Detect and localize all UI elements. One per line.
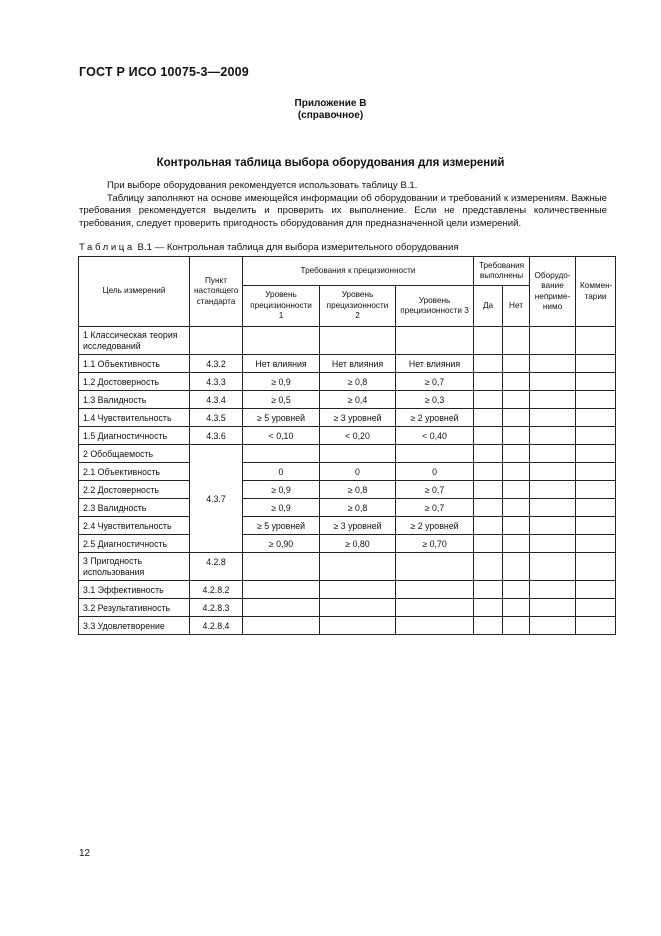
level2-cell: ≥ 0,8 (320, 481, 396, 499)
goal-cell: 2.5 Диагностичность (79, 535, 190, 553)
level1-cell: ≥ 5 уровней (243, 517, 320, 535)
table-caption-text: В.1 — Контрольная таблица для выбора измерительного оборудования (137, 242, 459, 253)
table-row (79, 445, 616, 463)
table-row (79, 581, 616, 599)
level3-cell: ≥ 0,7 (396, 499, 474, 517)
table-caption-prefix: Таблица (79, 242, 135, 253)
level3-cell: ≥ 0,7 (396, 481, 474, 499)
table-row (79, 553, 616, 581)
header-yes: Да (474, 286, 503, 327)
header-goal: Цель измерений (79, 257, 190, 327)
header-fulfilled: Требования выполнены (474, 257, 530, 286)
level2-cell: < 0,20 (320, 427, 396, 445)
level2-cell: ≥ 3 уровней (320, 517, 396, 535)
header-clause: Пункт настоящего стандарта (190, 257, 243, 327)
clause-cell: 4.2.8.3 (190, 599, 243, 617)
level1-cell: ≥ 5 уровней (243, 409, 320, 427)
header-comments: Коммен-тарии (576, 257, 616, 327)
header-precision: Требования к прецизионности (243, 257, 474, 286)
goal-cell: 3.3 Удовлетворение (79, 617, 190, 635)
intro-paragraph-1: При выборе оборудования рекомендуется использовать таблицу В.1. (107, 180, 418, 191)
table-row (79, 499, 616, 517)
goal-cell: 1.4 Чувствительность (79, 409, 190, 427)
header-level-3: Уровень прецизионности 3 (396, 286, 474, 327)
equipment-selection-table (78, 256, 616, 635)
level3-cell: ≥ 0,7 (396, 373, 474, 391)
group-title: 3 Пригодность использования (79, 553, 190, 581)
header-level-2: Уровень прецизионности 2 (320, 286, 396, 327)
table-row (79, 535, 616, 553)
header-level-1: Уровень прецизионности 1 (243, 286, 320, 327)
level1-cell: ≥ 0,9 (243, 373, 320, 391)
clause-cell: 4.2.8.4 (190, 617, 243, 635)
level1-cell: Нет влияния (243, 355, 320, 373)
header-equipment-not-applicable: Оборудо-вание неприме-нимо (530, 257, 576, 327)
goal-cell: 2.3 Валидность (79, 499, 190, 517)
table-row (79, 481, 616, 499)
level2-cell: ≥ 0,80 (320, 535, 396, 553)
appendix-title: Приложение В (294, 98, 367, 109)
table-row (79, 391, 616, 409)
level1-cell: ≥ 0,9 (243, 499, 320, 517)
clause-cell: 4.3.5 (190, 409, 243, 427)
table-row (79, 617, 616, 635)
clause-cell: 4.3.4 (190, 391, 243, 409)
table-row (79, 463, 616, 481)
level3-cell: ≥ 2 уровней (396, 409, 474, 427)
level2-cell: Нет влияния (320, 355, 396, 373)
intro-text (79, 180, 607, 230)
level1-cell: ≥ 0,9 (243, 481, 320, 499)
clause-cell: 4.3.7 (190, 445, 243, 553)
clause-cell: 4.2.8 (190, 553, 243, 581)
goal-cell: 3.2 Результативность (79, 599, 190, 617)
level2-cell: ≥ 0,4 (320, 391, 396, 409)
level2-cell: 0 (320, 463, 396, 481)
clause-cell: 4.3.3 (190, 373, 243, 391)
level3-cell: 0 (396, 463, 474, 481)
table-row (79, 373, 616, 391)
clause-cell: 4.3.2 (190, 355, 243, 373)
group-title: 2 Обобщаемость (79, 445, 190, 463)
level3-cell: ≥ 2 уровней (396, 517, 474, 535)
header-no: Нет (503, 286, 530, 327)
goal-cell: 1.5 Диагностичность (79, 427, 190, 445)
goal-cell: 2.2 Достоверность (79, 481, 190, 499)
appendix-heading (0, 98, 661, 121)
document-code: ГОСТ Р ИСО 10075-3—2009 (79, 65, 249, 79)
clause-cell: 4.2.8.2 (190, 581, 243, 599)
table-caption (79, 242, 459, 253)
goal-cell: 3.1 Эффективность (79, 581, 190, 599)
table-row (79, 517, 616, 535)
goal-cell: 1.3 Валидность (79, 391, 190, 409)
level1-cell: 0 (243, 463, 320, 481)
appendix-type: (справочное) (297, 109, 364, 121)
section-title: Контрольная таблица выбора оборудования для измерений (156, 157, 505, 169)
table-row (79, 427, 616, 445)
clause-cell: 4.3.6 (190, 427, 243, 445)
table-row (79, 327, 616, 355)
table-row (79, 355, 616, 373)
goal-cell: 1.1 Объективность (79, 355, 190, 373)
level3-cell: ≥ 0,70 (396, 535, 474, 553)
level1-cell: ≥ 0,90 (243, 535, 320, 553)
level2-cell: ≥ 3 уровней (320, 409, 396, 427)
level1-cell: < 0,10 (243, 427, 320, 445)
level1-cell: ≥ 0,5 (243, 391, 320, 409)
group-title: 1 Классическая теория исследований (79, 327, 190, 355)
goal-cell: 2.4 Чувствительность (79, 517, 190, 535)
level2-cell: ≥ 0,8 (320, 373, 396, 391)
goal-cell: 1.2 Достоверность (79, 373, 190, 391)
level3-cell: Нет влияния (396, 355, 474, 373)
table-row (79, 599, 616, 617)
intro-paragraph-2: Таблицу заполняют на основе имеющейся информации об оборудовании и требований к измерениям. Важные требования рекомендуется выделить и проверить их выполнение. Если не представлены количественные требования, следует проверить пригодность оборудования для предназначенной цели измерений. (79, 192, 607, 229)
table-row (79, 409, 616, 427)
page-number: 12 (79, 848, 91, 859)
goal-cell: 2.1 Объективность (79, 463, 190, 481)
level3-cell: ≥ 0,3 (396, 391, 474, 409)
level3-cell: < 0,40 (396, 427, 474, 445)
level2-cell: ≥ 0,8 (320, 499, 396, 517)
